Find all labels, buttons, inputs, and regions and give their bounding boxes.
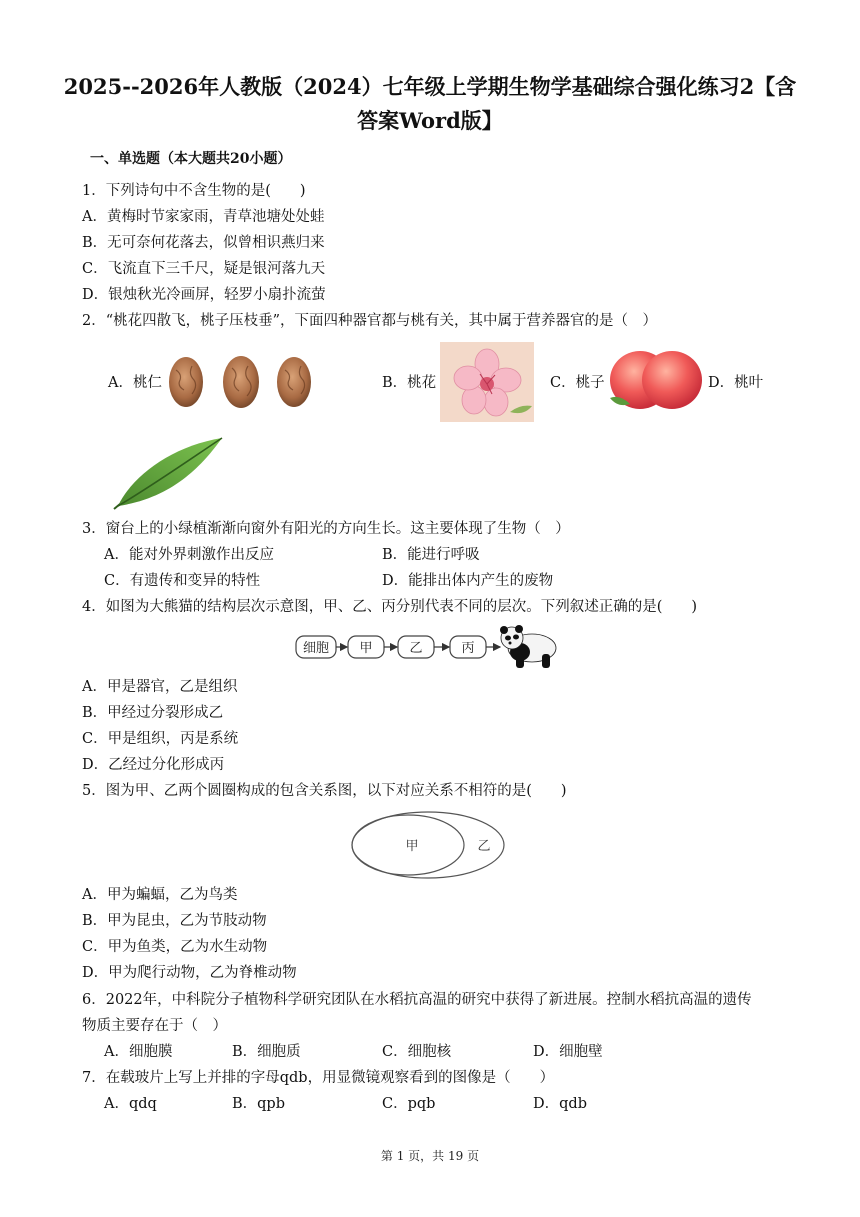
q7-stem: 7．在载玻片上写上并排的字母qdb，用显微镜观察看到的图像是（ ） (82, 1070, 555, 1086)
q5-option-a: A．甲为蝙蝠，乙为鸟类 (82, 887, 238, 903)
q1-option-a: A．黄梅时节家家雨，青草池塘处处蛙 (82, 209, 325, 225)
q3-option-d: D．能排出体内产生的废物 (382, 573, 554, 589)
diagram-box-jia: 甲 (359, 641, 373, 656)
q6-option-d: D．细胞壁 (533, 1044, 603, 1060)
outer-circle-label: 乙 (477, 839, 491, 854)
q1-option-c: C．飞流直下三千尺，疑是银河落九天 (82, 261, 326, 277)
q7-option-a: A．qdq (104, 1096, 157, 1112)
q7-option-c: C．pqb (382, 1096, 436, 1112)
q3-option-b: B．能进行呼吸 (382, 547, 480, 563)
diagram-box-yi: 乙 (409, 641, 423, 656)
document-title: 2025--2026年人教版（2024）七年级上学期生物学基础综合强化练习2【含答案Word版】 (63, 74, 797, 133)
section-heading: 一、单选题（本大题共20小题） (90, 151, 292, 167)
diagram-box-cell: 细胞 (302, 641, 330, 656)
q7-option-b: B．qpb (232, 1096, 286, 1112)
q2-option-c: C．桃子 (550, 375, 605, 391)
q1-option-b: B．无可奈何花落去，似曾相识燕归来 (82, 235, 325, 251)
q5-option-b: B．甲为昆虫，乙为节肢动物 (82, 913, 267, 929)
q3-option-a: A．能对外界刺激作出反应 (104, 547, 274, 563)
q2-option-b: B．桃花 (382, 375, 437, 391)
q6-option-c: C．细胞核 (382, 1044, 452, 1060)
q3-option-c: C．有遗传和变异的特性 (104, 573, 261, 589)
q4-option-d: D．乙经过分化形成丙 (82, 757, 225, 773)
q7-option-d: D．qdb (533, 1096, 587, 1112)
q5-stem: 5．图为甲、乙两个圆圈构成的包含关系图，以下对应关系不相符的是( ) (82, 783, 567, 799)
q1-option-d: D．银烛秋光冷画屏，轻罗小扇扑流萤 (82, 287, 326, 303)
q2-stem: 2．“桃花四散飞，桃子压枝垂”，下面四种器官都与桃有关，其中属于营养器官的是（ ） (82, 313, 658, 329)
inclusion-circles-diagram (350, 810, 510, 880)
inner-circle-label: 甲 (405, 839, 419, 854)
q3-stem: 3．窗台上的小绿植渐渐向窗外有阳光的方向生长。这主要体现了生物（ ） (82, 521, 570, 537)
q5-option-d: D．甲为爬行动物，乙为脊椎动物 (82, 965, 297, 981)
q6-stem-line2: 物质主要存在于（ ） (82, 1018, 227, 1034)
q2-option-a: A．桃仁 (108, 375, 162, 391)
q4-stem: 4．如图为大熊猫的结构层次示意图，甲、乙、丙分别代表不同的层次。下列叙述正确的是( ) (82, 599, 698, 615)
diagram-box-bing: 丙 (461, 641, 475, 656)
peach-pit-image (166, 352, 316, 410)
q4-option-a: A．甲是器官，乙是组织 (82, 679, 238, 695)
q6-stem-line1: 6．2022年，中科院分子植物科学研究团队在水稻抗高温的研究中获得了新进展。控制水稻抗高温的遗传 (82, 992, 752, 1008)
peach-leaf-image (112, 436, 224, 510)
q1-stem: 1．下列诗句中不含生物的是( ) (82, 183, 306, 199)
peach-blossom-image (440, 342, 534, 422)
q4-option-b: B．甲经过分裂形成乙 (82, 705, 224, 721)
peach-fruit-image (606, 348, 704, 412)
q6-option-b: B．细胞质 (232, 1044, 301, 1060)
q6-option-a: A．细胞膜 (104, 1044, 173, 1060)
q4-option-c: C．甲是组织，丙是系统 (82, 731, 239, 747)
panda-image (500, 625, 556, 668)
q2-option-d: D．桃叶 (708, 375, 764, 391)
page-footer: 第 1 页，共 19 页 (380, 1149, 480, 1163)
q5-option-c: C．甲为鱼类，乙为水生动物 (82, 939, 268, 955)
panda-hierarchy-diagram (294, 624, 566, 670)
